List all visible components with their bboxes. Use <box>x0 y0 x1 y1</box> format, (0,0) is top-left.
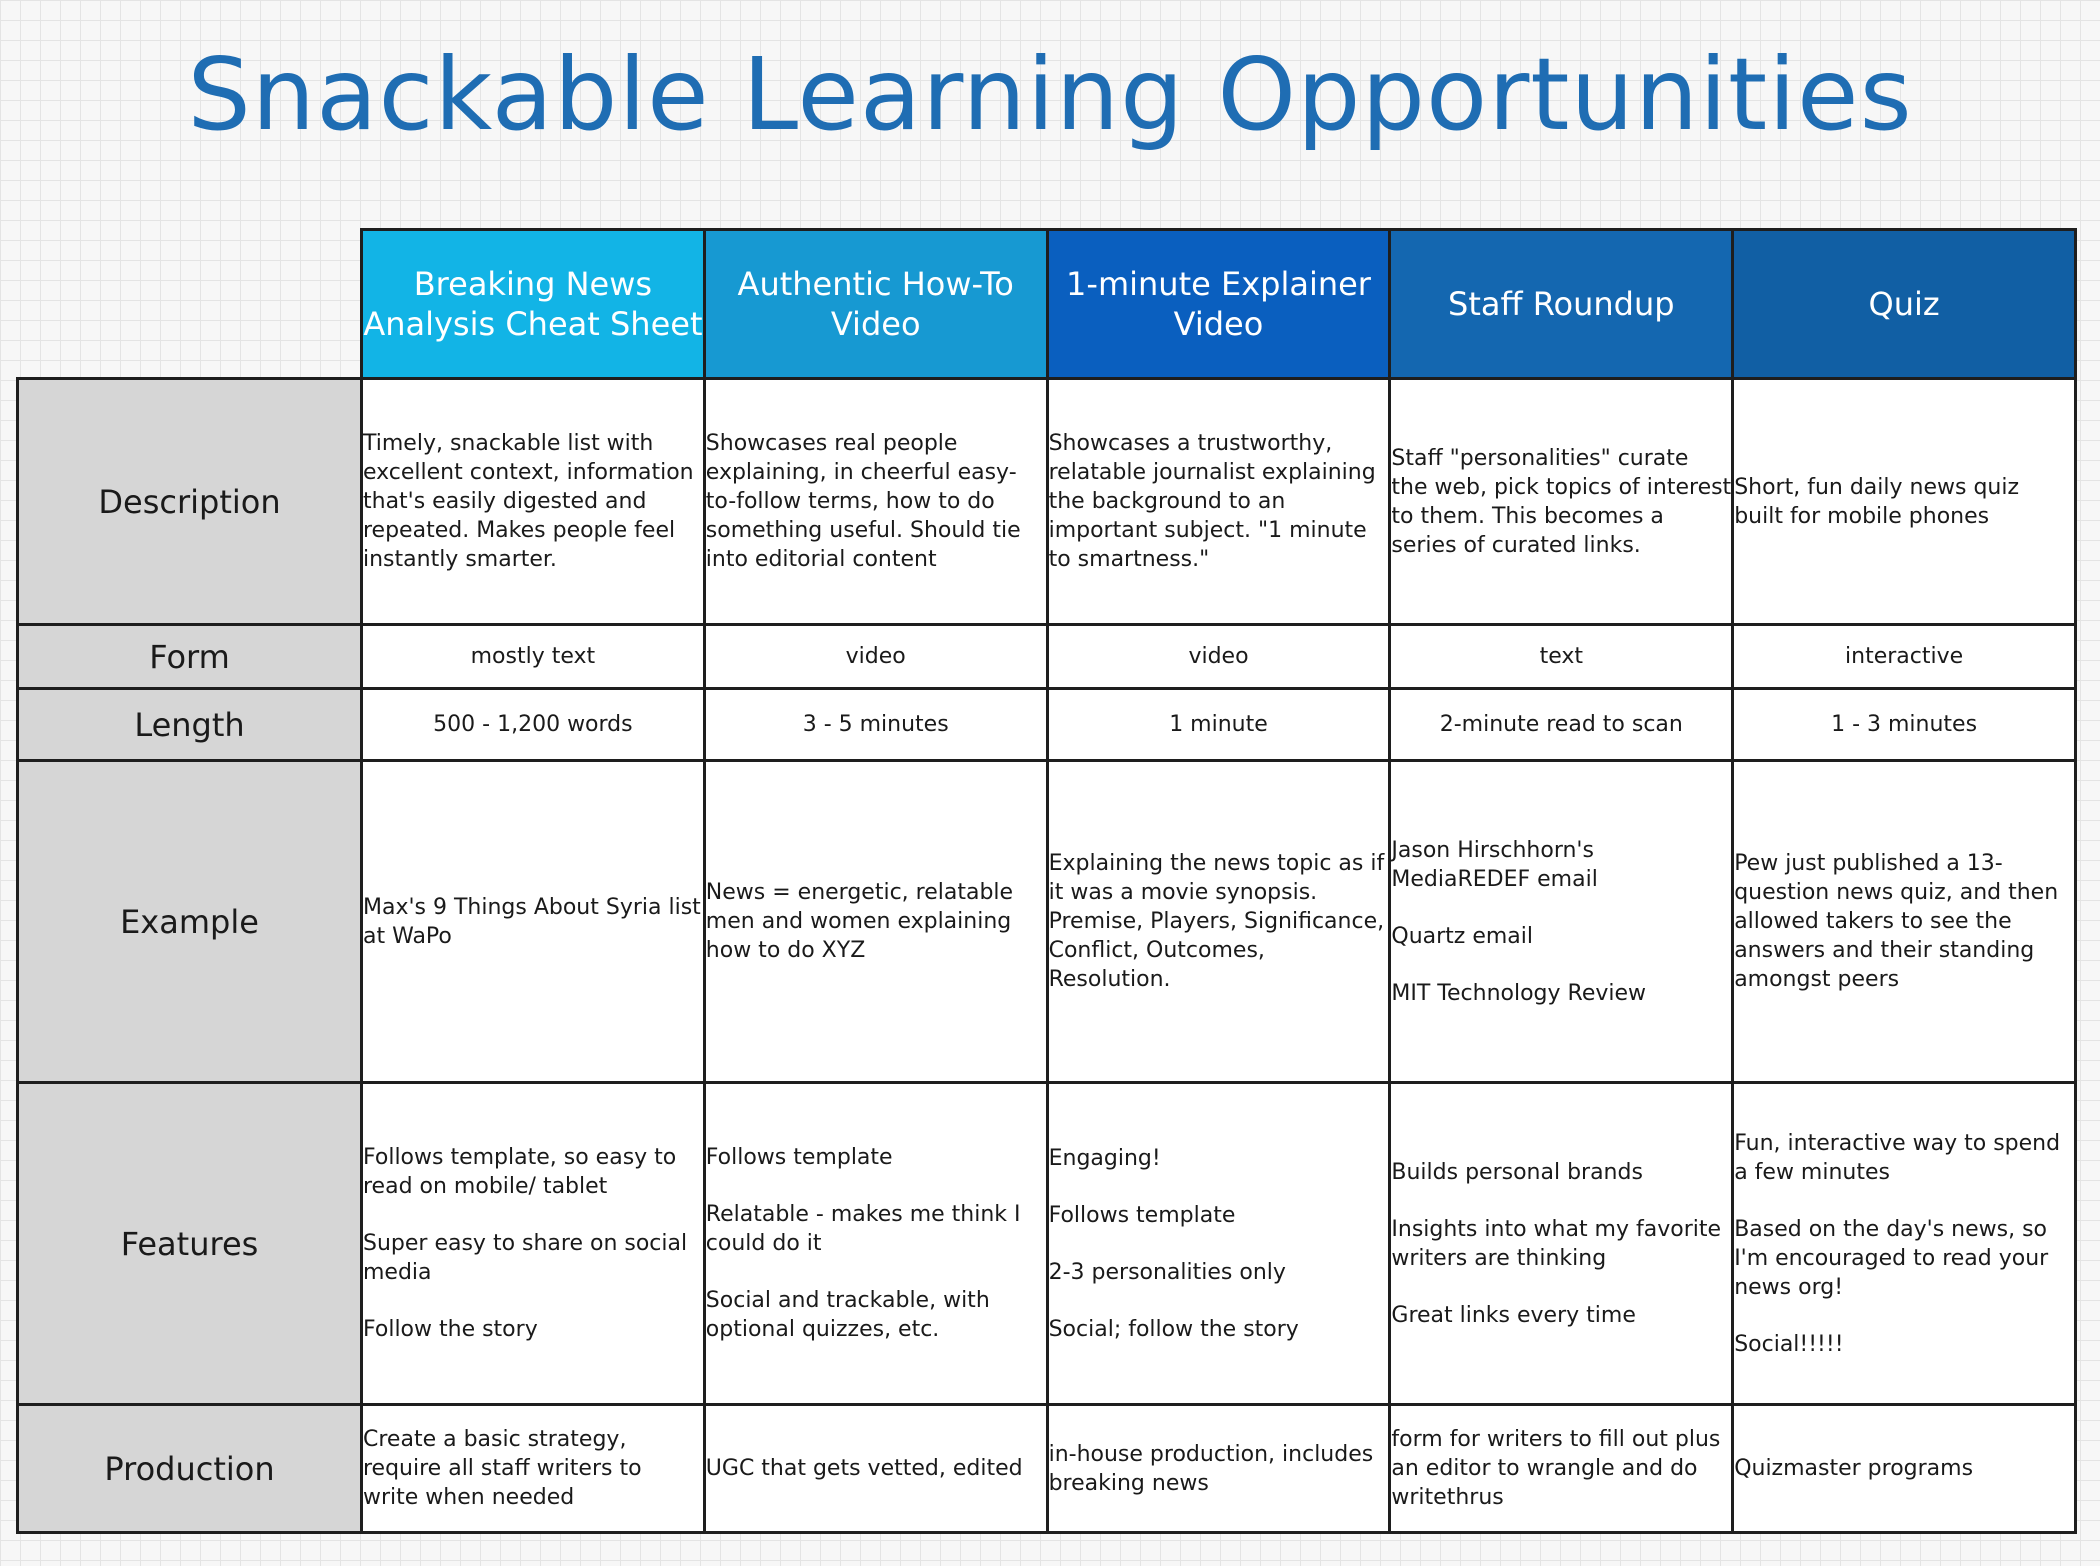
row-header-form: Form <box>18 625 362 689</box>
cell-paragraph: 1 - 3 minutes <box>1831 712 1978 737</box>
cell-length-staff-roundup <box>1390 689 1733 761</box>
cell-paragraph: Relatable - makes me think I could do it <box>705 1202 1021 1256</box>
cell-example-quiz <box>1733 761 2076 1083</box>
cell-length-how-to-video <box>704 689 1047 761</box>
cell-features-explainer-video <box>1047 1083 1390 1405</box>
cell-paragraph: News = energetic, relatable men and women explaining how to do XYZ <box>705 880 1014 963</box>
page-title: Snackable Learning Opportunities <box>187 36 1913 153</box>
cell-paragraph: Timely, snackable list with excellent context, information that's easily digested and repeated. Makes people feel instantly smarter. <box>363 431 694 572</box>
cell-production-staff-roundup <box>1390 1405 1733 1533</box>
cell-paragraph: Quartz email <box>1391 923 1534 949</box>
cell-description-breaking-news <box>362 379 705 625</box>
cell-paragraph: 2-minute read to scan <box>1439 712 1683 737</box>
cell-paragraph: Fun, interactive way to spend a few minutes <box>1734 1130 2061 1185</box>
cell-paragraph: Jason Hirschhorn's MediaREDEF email <box>1391 837 1598 892</box>
cell-example-explainer-video <box>1047 761 1390 1083</box>
cell-paragraph: 500 - 1,200 words <box>433 712 633 737</box>
corner-cell <box>18 230 362 379</box>
cell-length-explainer-video <box>1047 689 1390 761</box>
cell-example-how-to-video <box>704 761 1047 1083</box>
cell-form-how-to-video <box>704 625 1047 689</box>
cell-paragraph: form for writers to fill out plus an editor to wrangle and do writethrus <box>1391 1427 1721 1510</box>
cell-paragraph: Social!!!!! <box>1734 1331 1844 1357</box>
column-header-breaking-news: Breaking News Analysis Cheat Sheet <box>362 230 705 379</box>
row-form <box>18 625 2076 689</box>
column-header-explainer-video: 1-minute Explainer Video <box>1047 230 1390 379</box>
cell-paragraph: Create a basic strategy, require all staff writers to write when needed <box>363 1427 642 1510</box>
cell-paragraph: Great links every time <box>1391 1302 1636 1328</box>
row-example <box>18 761 2076 1083</box>
cell-form-explainer-video <box>1047 625 1390 689</box>
row-header-description: Description <box>18 379 362 625</box>
cell-paragraph: Max's 9 Things About Syria list at WaPo <box>363 894 701 949</box>
cell-production-breaking-news <box>362 1405 705 1533</box>
cell-description-staff-roundup <box>1390 379 1733 625</box>
row-header-example: Example <box>18 761 362 1083</box>
cell-paragraph: 3 - 5 minutes <box>802 712 949 737</box>
cell-paragraph: Quizmaster programs <box>1734 1456 1974 1481</box>
cell-features-breaking-news <box>362 1083 705 1405</box>
cell-description-how-to-video <box>704 379 1047 625</box>
cell-paragraph: Social and trackable, with optional quizzes, etc. <box>705 1288 990 1342</box>
cell-features-how-to-video <box>704 1083 1047 1405</box>
cell-paragraph: UGC that gets vetted, edited <box>705 1456 1023 1481</box>
cell-paragraph: Follows template <box>1048 1202 1236 1228</box>
cell-paragraph: 1 minute <box>1169 712 1268 737</box>
row-header-length: Length <box>18 689 362 761</box>
header-row <box>18 230 2076 379</box>
cell-paragraph: MIT Technology Review <box>1391 980 1647 1006</box>
cell-paragraph: 2-3 personalities only <box>1048 1259 1286 1285</box>
cell-form-quiz <box>1733 625 2076 689</box>
cell-example-breaking-news <box>362 761 705 1083</box>
cell-paragraph: Pew just published a 13-question news quiz, and then allowed takers to see the answers and their standing amongst peers <box>1734 851 2059 992</box>
cell-paragraph: video <box>1188 644 1249 669</box>
cell-production-quiz <box>1733 1405 2076 1533</box>
cell-form-staff-roundup <box>1390 625 1733 689</box>
cell-features-staff-roundup <box>1390 1083 1733 1405</box>
cell-example-staff-roundup <box>1390 761 1733 1083</box>
cell-production-how-to-video <box>704 1405 1047 1533</box>
cell-paragraph: Showcases a trustworthy, relatable journalist explaining the background to an important subject. "1 minute to smartness." <box>1048 431 1376 572</box>
cell-paragraph: Social; follow the story <box>1048 1316 1299 1342</box>
cell-paragraph: Engaging! <box>1048 1145 1161 1171</box>
row-features <box>18 1083 2076 1405</box>
row-production <box>18 1405 2076 1533</box>
cell-description-explainer-video <box>1047 379 1390 625</box>
cell-paragraph: Staff "personalities" curate the web, pick topics of interest to them. This becomes a series of curated links. <box>1391 445 1732 558</box>
cell-description-quiz <box>1733 379 2076 625</box>
cell-production-explainer-video <box>1047 1405 1390 1533</box>
cell-paragraph: Super easy to share on social media <box>363 1231 688 1285</box>
cell-form-breaking-news <box>362 625 705 689</box>
cell-paragraph: Showcases real people explaining, in cheerful easy-to-follow terms, how to do something useful. Should tie into editorial content <box>705 431 1021 572</box>
cell-length-breaking-news <box>362 689 705 761</box>
comparison-table <box>16 228 2077 1534</box>
row-length <box>18 689 2076 761</box>
cell-paragraph: Short, fun daily news quiz built for mobile phones <box>1734 474 2020 529</box>
cell-length-quiz <box>1733 689 2076 761</box>
cell-paragraph: Insights into what my favorite writers are thinking <box>1391 1216 1722 1271</box>
row-header-features: Features <box>18 1083 362 1405</box>
column-header-quiz: Quiz <box>1733 230 2076 379</box>
cell-paragraph: text <box>1539 644 1583 669</box>
column-header-staff-roundup: Staff Roundup <box>1390 230 1733 379</box>
cell-paragraph: in-house production, includes breaking news <box>1048 1441 1374 1496</box>
cell-paragraph: mostly text <box>470 644 596 669</box>
cell-paragraph: interactive <box>1845 644 1964 669</box>
row-description <box>18 379 2076 625</box>
cell-paragraph: Follow the story <box>363 1317 538 1342</box>
cell-paragraph: Based on the day's news, so I'm encouraged to read your news org! <box>1734 1216 2049 1300</box>
cell-paragraph: Builds personal brands <box>1391 1159 1643 1185</box>
column-header-how-to-video: Authentic How-To Video <box>704 230 1047 379</box>
cell-paragraph: Follows template, so easy to read on mobile/ tablet <box>363 1145 677 1199</box>
cell-features-quiz <box>1733 1083 2076 1405</box>
cell-paragraph: video <box>845 644 906 669</box>
cell-paragraph: Explaining the news topic as if it was a movie synopsis. Premise, Players, Significance, Conflict, Outcomes, Resolution. <box>1048 851 1385 992</box>
cell-paragraph: Follows template <box>705 1145 893 1170</box>
row-header-production: Production <box>18 1405 362 1533</box>
